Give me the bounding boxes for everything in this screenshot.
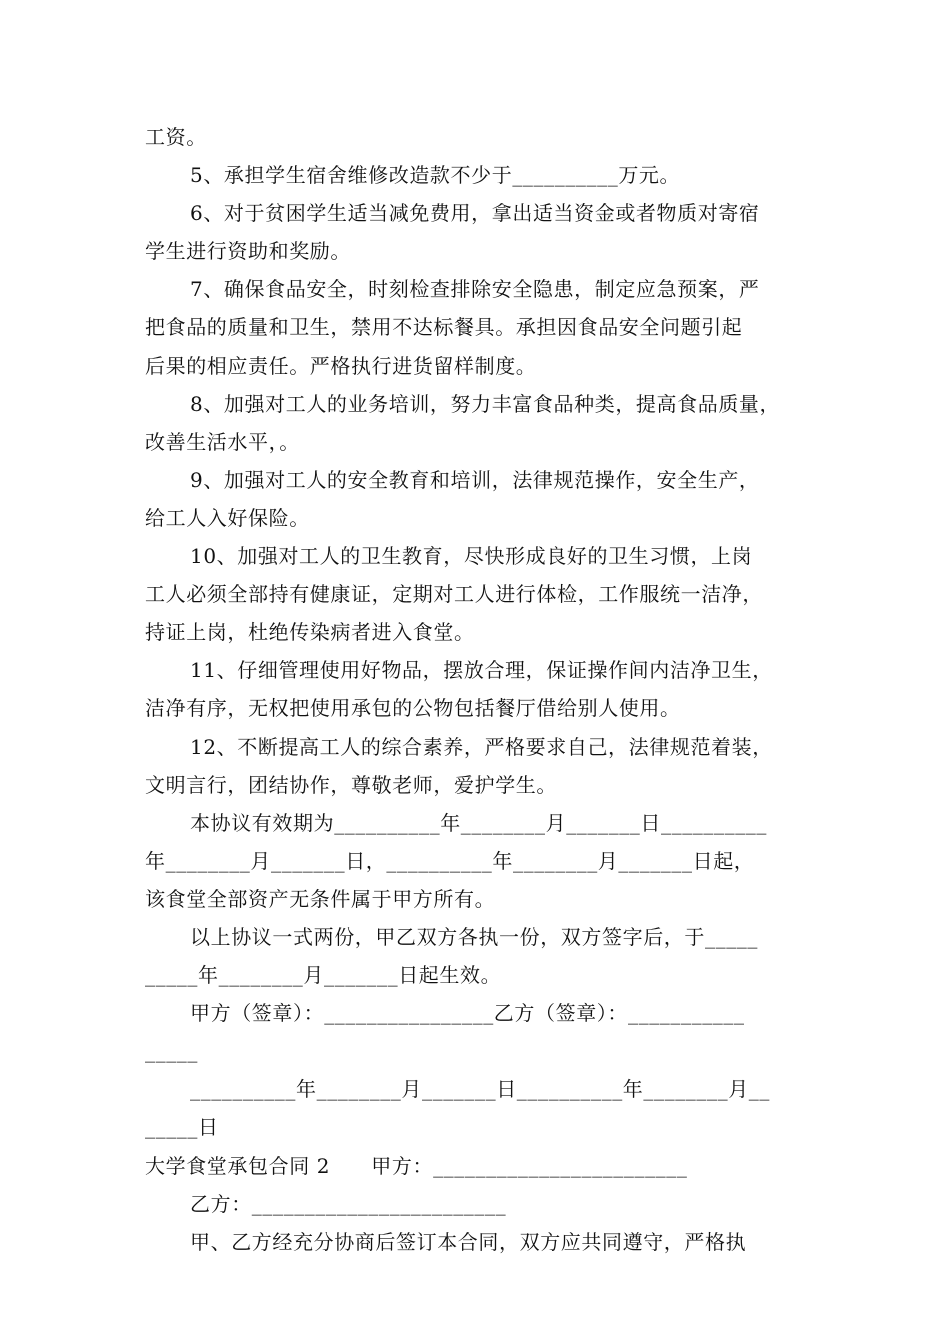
text-line: 9、加强对工人的安全教育和培训，法律规范操作，安全生产， [190,467,760,492]
text-line: 6、对于贫困学生适当减免费用，拿出适当资金或者物质对寄宿 [190,201,760,226]
text-line: 本协议有效期为__________年________月_______日__________ [190,810,767,835]
text-line: 7、确保食品安全，时刻检查排除安全隐患，制定应急预案，严 [190,277,760,302]
text-line: 5、承担学生宿舍维修改造款不少于__________万元。 [190,163,681,188]
text-line: 工人必须全部持有健康证，定期对工人进行体检，工作服统一洁净， [145,582,763,607]
text-line: 洁净有序，无权把使用承包的公物包括餐厅借给别人使用。 [145,696,681,721]
text-line: 乙方：________________________ [190,1191,507,1216]
text-line: _____日 [145,1115,219,1140]
text-line: 文明言行，团结协作，尊敬老师，爱护学生。 [145,772,557,797]
text-line: 10、加强对工人的卫生教育，尽快形成良好的卫生习惯，上岗 [190,544,753,569]
text-line: 甲、乙方经充分协商后签订本合同，双方应共同遵守，严格执 [190,1229,747,1254]
text-line: 以上协议一式两份，甲乙双方各执一份，双方签字后，于_____ [190,924,758,949]
text-line: _____年________月_______日起生效。 [145,963,502,988]
text-line: __________年________月_______日__________年________月__ [190,1077,770,1102]
text-line: _____ [145,1039,198,1064]
text-line: 改善生活水平，。 [145,429,300,454]
text-line: 年________月_______日，__________年________月_______日起， [145,848,755,873]
text-line: 工资。 [145,125,207,149]
text-line: 11、仔细管理使用好物品，摆放合理，保证操作间内洁净卫生， [190,658,773,683]
text-line: 后果的相应责任。严格执行进货留样制度。 [145,353,537,378]
text-line: 8、加强对工人的业务培训，努力丰富食品种类，提高食品质量， [190,391,781,416]
text-line: 持证上岗，杜绝传染病者进入食堂。 [145,620,475,645]
text-line: 该食堂全部资产无条件属于甲方所有。 [145,886,496,911]
text-line: 12、不断提高工人的综合素养，严格要求自己，法律规范着装， [190,734,773,759]
section-heading: 大学食堂承包合同 2 甲方：________________________ [145,1153,688,1178]
text-line: 学生进行资助和奖励。 [145,239,351,264]
text-line: 把食品的质量和卫生，禁用不达标餐具。承担因食品安全问题引起 [145,315,743,340]
text-line: 甲方（签章）：________________乙方（签章）：___________ [190,1001,745,1026]
document-body [145,118,815,1261]
text-line: 给工人入好保险。 [145,505,310,530]
